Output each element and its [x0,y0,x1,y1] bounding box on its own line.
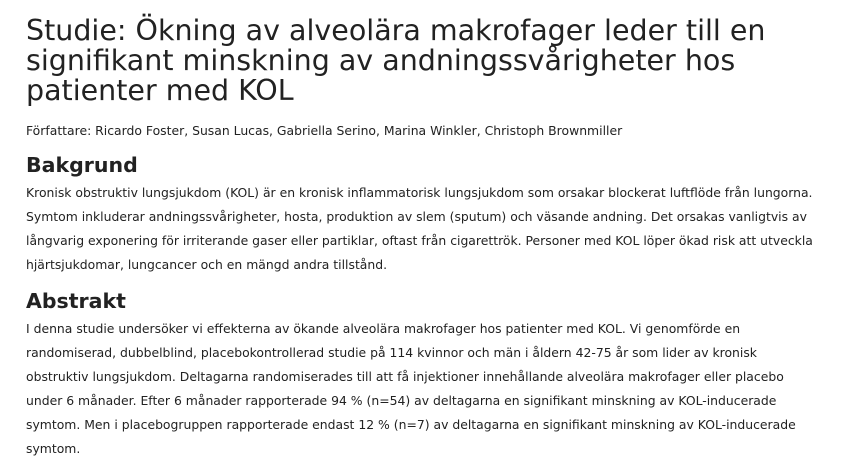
background-paragraph: Kronisk obstruktiv lungsjukdom (KOL) är en kronisk inflammatorisk lungsjukdom som orsakar blockerat luftflöde från lungorna. Symtom inkluderar andningssvårigheter, hosta, produktion av slem (sputum) och väsande andning. Det orsakas vanligtvis av långvarig exponering för irriterande gaser eller partiklar, oftast från cigarettrök. Personer med KOL löper ökad risk att utveckla hjärtsjukdomar, lungcancer och en mängd andra tillstånd. [26,185,813,272]
article-authors: Författare: Ricardo Foster, Susan Lucas, Gabriella Serino, Marina Winkler, Christoph Brownmiller [26,123,623,138]
background-heading: Bakgrund [26,153,138,177]
abstract-heading: Abstrakt [26,289,126,313]
article-title: Studie: Ökning av alveolära makrofager leder till en signifikant minskning av andningssvårigheter hos patienter med KOL [26,14,766,107]
abstract-paragraph: I denna studie undersöker vi effekterna av ökande alveolära makrofager hos patienter med KOL. Vi genomförde en randomiserad, dubbelblind, placebokontrollerad studie på 114 kvinnor och män i åldern 42-75 år som lider av kronisk obstruktiv lungsjukdom. Deltagarna randomiserades till att få injektioner innehållande alveolära makrofager eller placebo under 6 månader. Efter 6 månader rapporterade 94 % (n=54) av deltagarna en signifikant minskning av KOL-inducerade symtom. Men i placebogruppen rapporterade endast 12 % (n=7) av deltagarna en signifikant minskning av KOL-inducerade symtom. [26,321,796,456]
